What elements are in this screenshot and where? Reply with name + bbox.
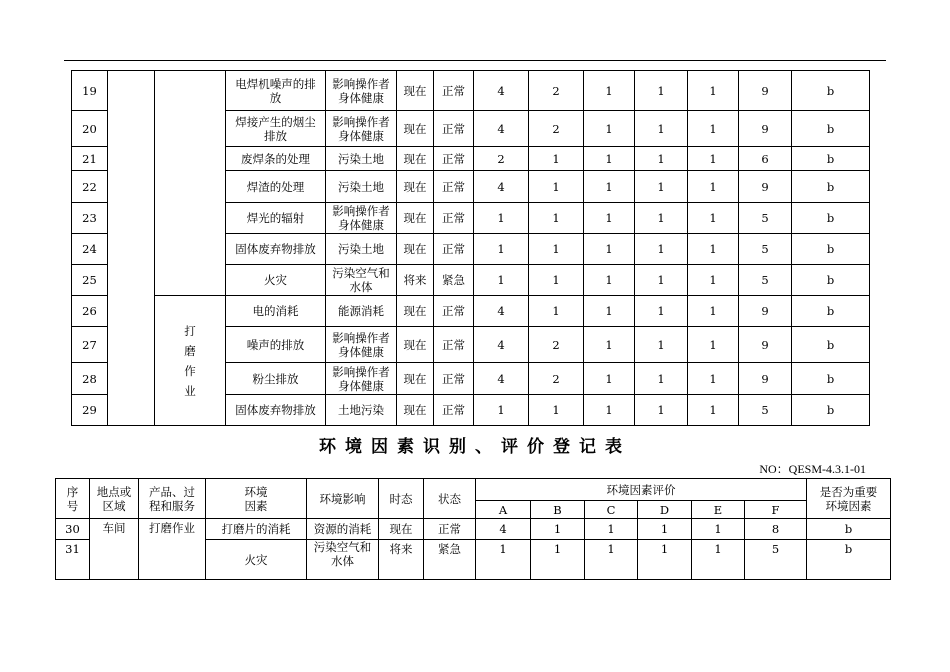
row-c: 1 xyxy=(584,203,635,234)
row-f: 9 xyxy=(739,296,792,327)
row-important: b xyxy=(792,395,870,426)
row-factor: 废焊条的处理 xyxy=(226,147,326,171)
row-no: 29 xyxy=(72,395,108,426)
row-d: 1 xyxy=(635,111,688,147)
row-state: 正常 xyxy=(434,327,474,363)
row-d: 1 xyxy=(635,234,688,265)
row-factor: 火灾 xyxy=(226,265,326,296)
row-impact: 资源的消耗 xyxy=(307,519,379,540)
row-state: 正常 xyxy=(424,519,476,540)
row-impact: 污染土地 xyxy=(326,234,397,265)
header-no: 序号 xyxy=(56,479,90,519)
product-cell: 打磨作业 xyxy=(139,519,206,580)
product-cell-grinding xyxy=(155,296,226,426)
row-b: 1 xyxy=(529,171,584,203)
row-important: b xyxy=(792,265,870,296)
row-no: 27 xyxy=(72,327,108,363)
row-b: 2 xyxy=(529,71,584,111)
row-impact: 影响操作者身体健康 xyxy=(326,111,397,147)
grinding-label-char: 磨 xyxy=(184,343,196,358)
row-state: 正常 xyxy=(434,147,474,171)
row-state: 正常 xyxy=(434,171,474,203)
header-col-b: B xyxy=(531,501,585,519)
row-a: 1 xyxy=(474,234,529,265)
header-col-c: C xyxy=(585,501,638,519)
row-state: 正常 xyxy=(434,111,474,147)
row-a: 4 xyxy=(474,71,529,111)
row-c: 1 xyxy=(584,296,635,327)
lower-register-table xyxy=(55,478,891,580)
row-factor: 固体废弃物排放 xyxy=(226,234,326,265)
row-no: 28 xyxy=(72,363,108,395)
row-tense: 现在 xyxy=(397,111,434,147)
row-a: 4 xyxy=(474,111,529,147)
row-f: 9 xyxy=(739,363,792,395)
row-state: 紧急 xyxy=(424,540,476,580)
row-impact: 污染空气和水体 xyxy=(307,540,379,580)
row-d: 1 xyxy=(638,540,692,580)
row-b: 1 xyxy=(529,296,584,327)
row-state: 正常 xyxy=(434,395,474,426)
row-f: 9 xyxy=(739,71,792,111)
row-d: 1 xyxy=(635,327,688,363)
row-no: 31 xyxy=(56,540,90,580)
row-tense: 现在 xyxy=(397,147,434,171)
row-e: 1 xyxy=(688,147,739,171)
row-b: 1 xyxy=(529,265,584,296)
upper-register-table xyxy=(71,70,870,426)
row-c: 1 xyxy=(584,111,635,147)
row-state: 正常 xyxy=(434,203,474,234)
row-tense: 现在 xyxy=(397,327,434,363)
row-impact: 土地污染 xyxy=(326,395,397,426)
row-no: 25 xyxy=(72,265,108,296)
row-e: 1 xyxy=(688,265,739,296)
row-c: 1 xyxy=(584,147,635,171)
row-b: 1 xyxy=(531,519,585,540)
row-c: 1 xyxy=(584,395,635,426)
row-a: 1 xyxy=(474,203,529,234)
row-impact: 影响操作者身体健康 xyxy=(326,363,397,395)
header-col-f: F xyxy=(745,501,807,519)
row-no: 22 xyxy=(72,171,108,203)
grinding-label-char: 业 xyxy=(184,383,196,398)
row-factor: 噪声的排放 xyxy=(226,327,326,363)
row-d: 1 xyxy=(635,71,688,111)
table-row xyxy=(56,519,891,540)
row-state: 正常 xyxy=(434,234,474,265)
row-a: 4 xyxy=(476,519,531,540)
row-factor: 固体废弃物排放 xyxy=(226,395,326,426)
product-cell xyxy=(155,71,226,296)
row-a: 2 xyxy=(474,147,529,171)
row-impact: 影响操作者身体健康 xyxy=(326,203,397,234)
row-factor: 焊接产生的烟尘排放 xyxy=(226,111,326,147)
row-d: 1 xyxy=(635,395,688,426)
row-a: 4 xyxy=(474,363,529,395)
table-row xyxy=(72,296,870,327)
row-d: 1 xyxy=(635,363,688,395)
row-impact: 能源消耗 xyxy=(326,296,397,327)
row-important: b xyxy=(792,171,870,203)
row-d: 1 xyxy=(635,296,688,327)
row-f: 5 xyxy=(739,234,792,265)
row-a: 4 xyxy=(474,296,529,327)
row-b: 1 xyxy=(531,540,585,580)
row-tense: 现在 xyxy=(397,363,434,395)
row-f: 9 xyxy=(739,111,792,147)
row-state: 紧急 xyxy=(434,265,474,296)
row-f: 5 xyxy=(739,265,792,296)
row-c: 1 xyxy=(584,171,635,203)
row-b: 1 xyxy=(529,147,584,171)
row-impact: 影响操作者身体健康 xyxy=(326,71,397,111)
header-factor: 环境因素 xyxy=(206,479,307,519)
row-important: b xyxy=(807,519,891,540)
row-e: 1 xyxy=(688,71,739,111)
row-state: 正常 xyxy=(434,363,474,395)
row-factor: 粉尘排放 xyxy=(226,363,326,395)
row-f: 9 xyxy=(739,327,792,363)
row-impact: 污染土地 xyxy=(326,171,397,203)
row-no: 30 xyxy=(56,519,90,540)
row-tense: 现在 xyxy=(397,71,434,111)
row-important: b xyxy=(807,540,891,580)
row-important: b xyxy=(792,327,870,363)
row-e: 1 xyxy=(688,111,739,147)
row-b: 1 xyxy=(529,395,584,426)
row-important: b xyxy=(792,203,870,234)
row-tense: 现在 xyxy=(397,203,434,234)
location-cell: 车间 xyxy=(90,519,139,580)
row-f: 5 xyxy=(745,540,807,580)
row-d: 1 xyxy=(635,147,688,171)
row-factor: 打磨片的消耗 xyxy=(206,519,307,540)
row-a: 1 xyxy=(474,265,529,296)
grinding-label-char: 作 xyxy=(184,363,196,378)
row-e: 1 xyxy=(692,519,745,540)
row-important: b xyxy=(792,111,870,147)
row-important: b xyxy=(792,363,870,395)
row-b: 1 xyxy=(529,234,584,265)
row-c: 1 xyxy=(584,363,635,395)
row-impact: 污染土地 xyxy=(326,147,397,171)
row-factor: 火灾 xyxy=(206,540,307,580)
row-c: 1 xyxy=(584,265,635,296)
row-important: b xyxy=(792,147,870,171)
row-e: 1 xyxy=(688,171,739,203)
header-evaluation: 环境因素评价 xyxy=(476,479,807,501)
row-f: 8 xyxy=(745,519,807,540)
row-tense: 现在 xyxy=(397,234,434,265)
page-header-rule xyxy=(64,60,886,61)
row-important: b xyxy=(792,296,870,327)
row-c: 1 xyxy=(585,540,638,580)
row-e: 1 xyxy=(688,296,739,327)
row-tense: 现在 xyxy=(397,171,434,203)
row-d: 1 xyxy=(635,265,688,296)
row-important: b xyxy=(792,234,870,265)
row-tense: 将来 xyxy=(397,265,434,296)
row-factor: 焊光的辐射 xyxy=(226,203,326,234)
row-b: 1 xyxy=(529,203,584,234)
header-product: 产品、过程和服务 xyxy=(139,479,206,519)
row-no: 26 xyxy=(72,296,108,327)
row-a: 4 xyxy=(474,327,529,363)
header-col-a: A xyxy=(476,501,531,519)
table-row xyxy=(72,71,870,111)
grinding-label-char: 打 xyxy=(184,323,196,338)
row-tense: 现在 xyxy=(397,296,434,327)
row-no: 24 xyxy=(72,234,108,265)
row-d: 1 xyxy=(635,203,688,234)
form-title: 环境因素识别、评价登记表 xyxy=(319,437,631,457)
row-b: 2 xyxy=(529,327,584,363)
header-state: 状态 xyxy=(424,479,476,519)
header-important: 是否为重要环境因素 xyxy=(807,479,891,519)
row-e: 1 xyxy=(688,395,739,426)
header-tense: 时态 xyxy=(379,479,424,519)
row-b: 2 xyxy=(529,111,584,147)
row-c: 1 xyxy=(585,519,638,540)
row-e: 1 xyxy=(688,234,739,265)
row-f: 5 xyxy=(739,203,792,234)
row-tense: 现在 xyxy=(379,519,424,540)
row-e: 1 xyxy=(688,363,739,395)
row-state: 正常 xyxy=(434,71,474,111)
row-c: 1 xyxy=(584,71,635,111)
row-b: 2 xyxy=(529,363,584,395)
row-a: 1 xyxy=(476,540,531,580)
row-c: 1 xyxy=(584,234,635,265)
header-location: 地点或区域 xyxy=(90,479,139,519)
row-f: 9 xyxy=(739,171,792,203)
row-no: 20 xyxy=(72,111,108,147)
row-no: 23 xyxy=(72,203,108,234)
row-e: 1 xyxy=(688,327,739,363)
row-d: 1 xyxy=(635,171,688,203)
row-tense: 现在 xyxy=(397,395,434,426)
row-no: 21 xyxy=(72,147,108,171)
row-c: 1 xyxy=(584,327,635,363)
header-col-e: E xyxy=(692,501,745,519)
row-tense: 将来 xyxy=(379,540,424,580)
row-f: 6 xyxy=(739,147,792,171)
document-number: NO：QESM-4.3.1-01 xyxy=(759,462,866,476)
row-a: 4 xyxy=(474,171,529,203)
row-factor: 焊渣的处理 xyxy=(226,171,326,203)
row-d: 1 xyxy=(638,519,692,540)
row-factor: 电焊机噪声的排放 xyxy=(226,71,326,111)
row-factor: 电的消耗 xyxy=(226,296,326,327)
row-e: 1 xyxy=(692,540,745,580)
row-impact: 污染空气和水体 xyxy=(326,265,397,296)
row-important: b xyxy=(792,71,870,111)
row-impact: 影响操作者身体健康 xyxy=(326,327,397,363)
location-cell xyxy=(108,71,155,426)
row-f: 5 xyxy=(739,395,792,426)
row-e: 1 xyxy=(688,203,739,234)
row-no: 19 xyxy=(72,71,108,111)
header-col-d: D xyxy=(638,501,692,519)
row-a: 1 xyxy=(474,395,529,426)
header-impact: 环境影响 xyxy=(307,479,379,519)
row-state: 正常 xyxy=(434,296,474,327)
